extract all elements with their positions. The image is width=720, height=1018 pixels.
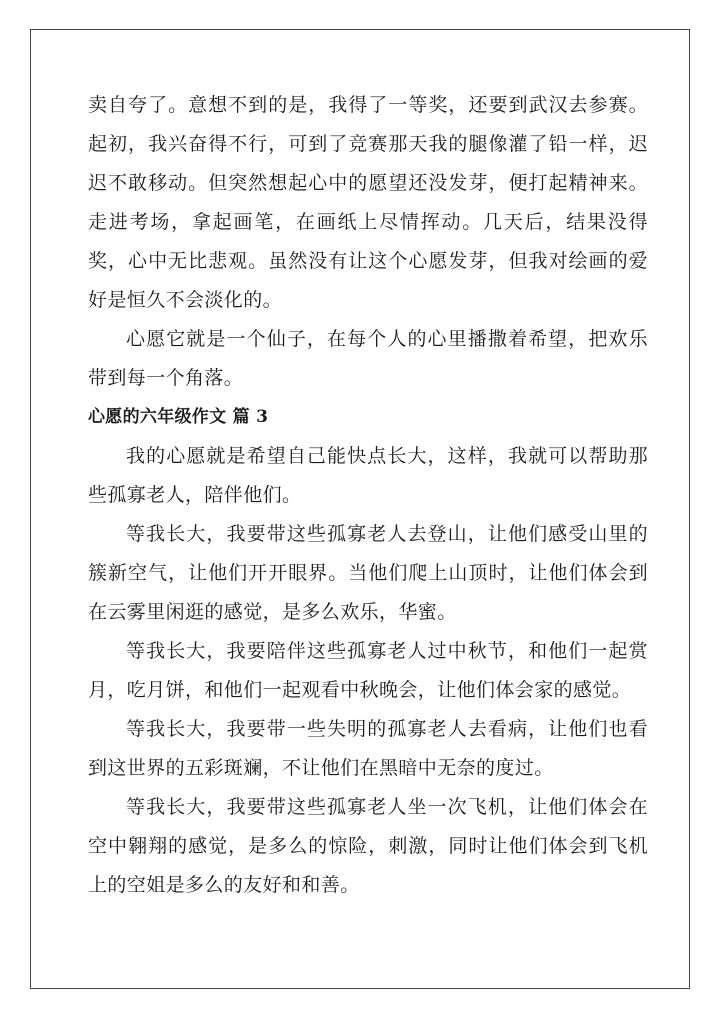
paragraph-see-doctor: 等我长大，我要带一些失明的孤寡老人去看病，让他们也看到这世界的五彩斑斓，不让他们在黑暗中无奈的度过。 — [88, 718, 648, 779]
paragraph-airplane: 等我长大，我要带这些孤寡老人坐一次飞机，让他们体会在空中翱翔的感觉，是多么的惊险，刺激，同时让他们体会到飞机上的空姐是多么的友好和和善。 — [88, 796, 648, 896]
paragraph-wish-fairy: 心愿它就是一个仙子，在每个人的心里播撒着希望，把欢乐带到每一个角落。 — [88, 328, 648, 389]
paragraph-mid-autumn: 等我长大，我要陪伴这些孤寡老人过中秋节，和他们一起赏月，吃月饼，和他们一起观看中秋晚会，让他们体会家的感觉。 — [88, 640, 648, 701]
paragraph-mountain-climbing: 等我长大，我要带这些孤寡老人去登山，让他们感受山里的簇新空气，让他们开开眼界。当他们爬上山顶时，让他们体会到在云雾里闲逛的感觉，是多么欢乐，华蜜。 — [88, 523, 648, 623]
paragraph-grow-up-wish: 我的心愿就是希望自己能快点长大，这样，我就可以帮助那些孤寡老人，陪伴他们。 — [88, 445, 648, 506]
section-heading: 心愿的六年级作文 篇 3 — [88, 407, 269, 427]
paragraph-drawing-contest: 卖自夸了。意想不到的是，我得了一等奖，还要到武汉去参赛。起初，我兴奋得不行，可到了竞赛那天我的腿像灌了铅一样，迟迟不敢移动。但突然想起心中的愿望还没发芽，便打起精神来。走进考场，拿起画笔，在画纸上尽情挥动。几天后，结果没得奖，心中无比悲观。虽然没有让这个心愿发芽，但我对绘画的爱好是恒久不会淡化的。 — [88, 94, 648, 311]
document-body — [88, 86, 648, 905]
